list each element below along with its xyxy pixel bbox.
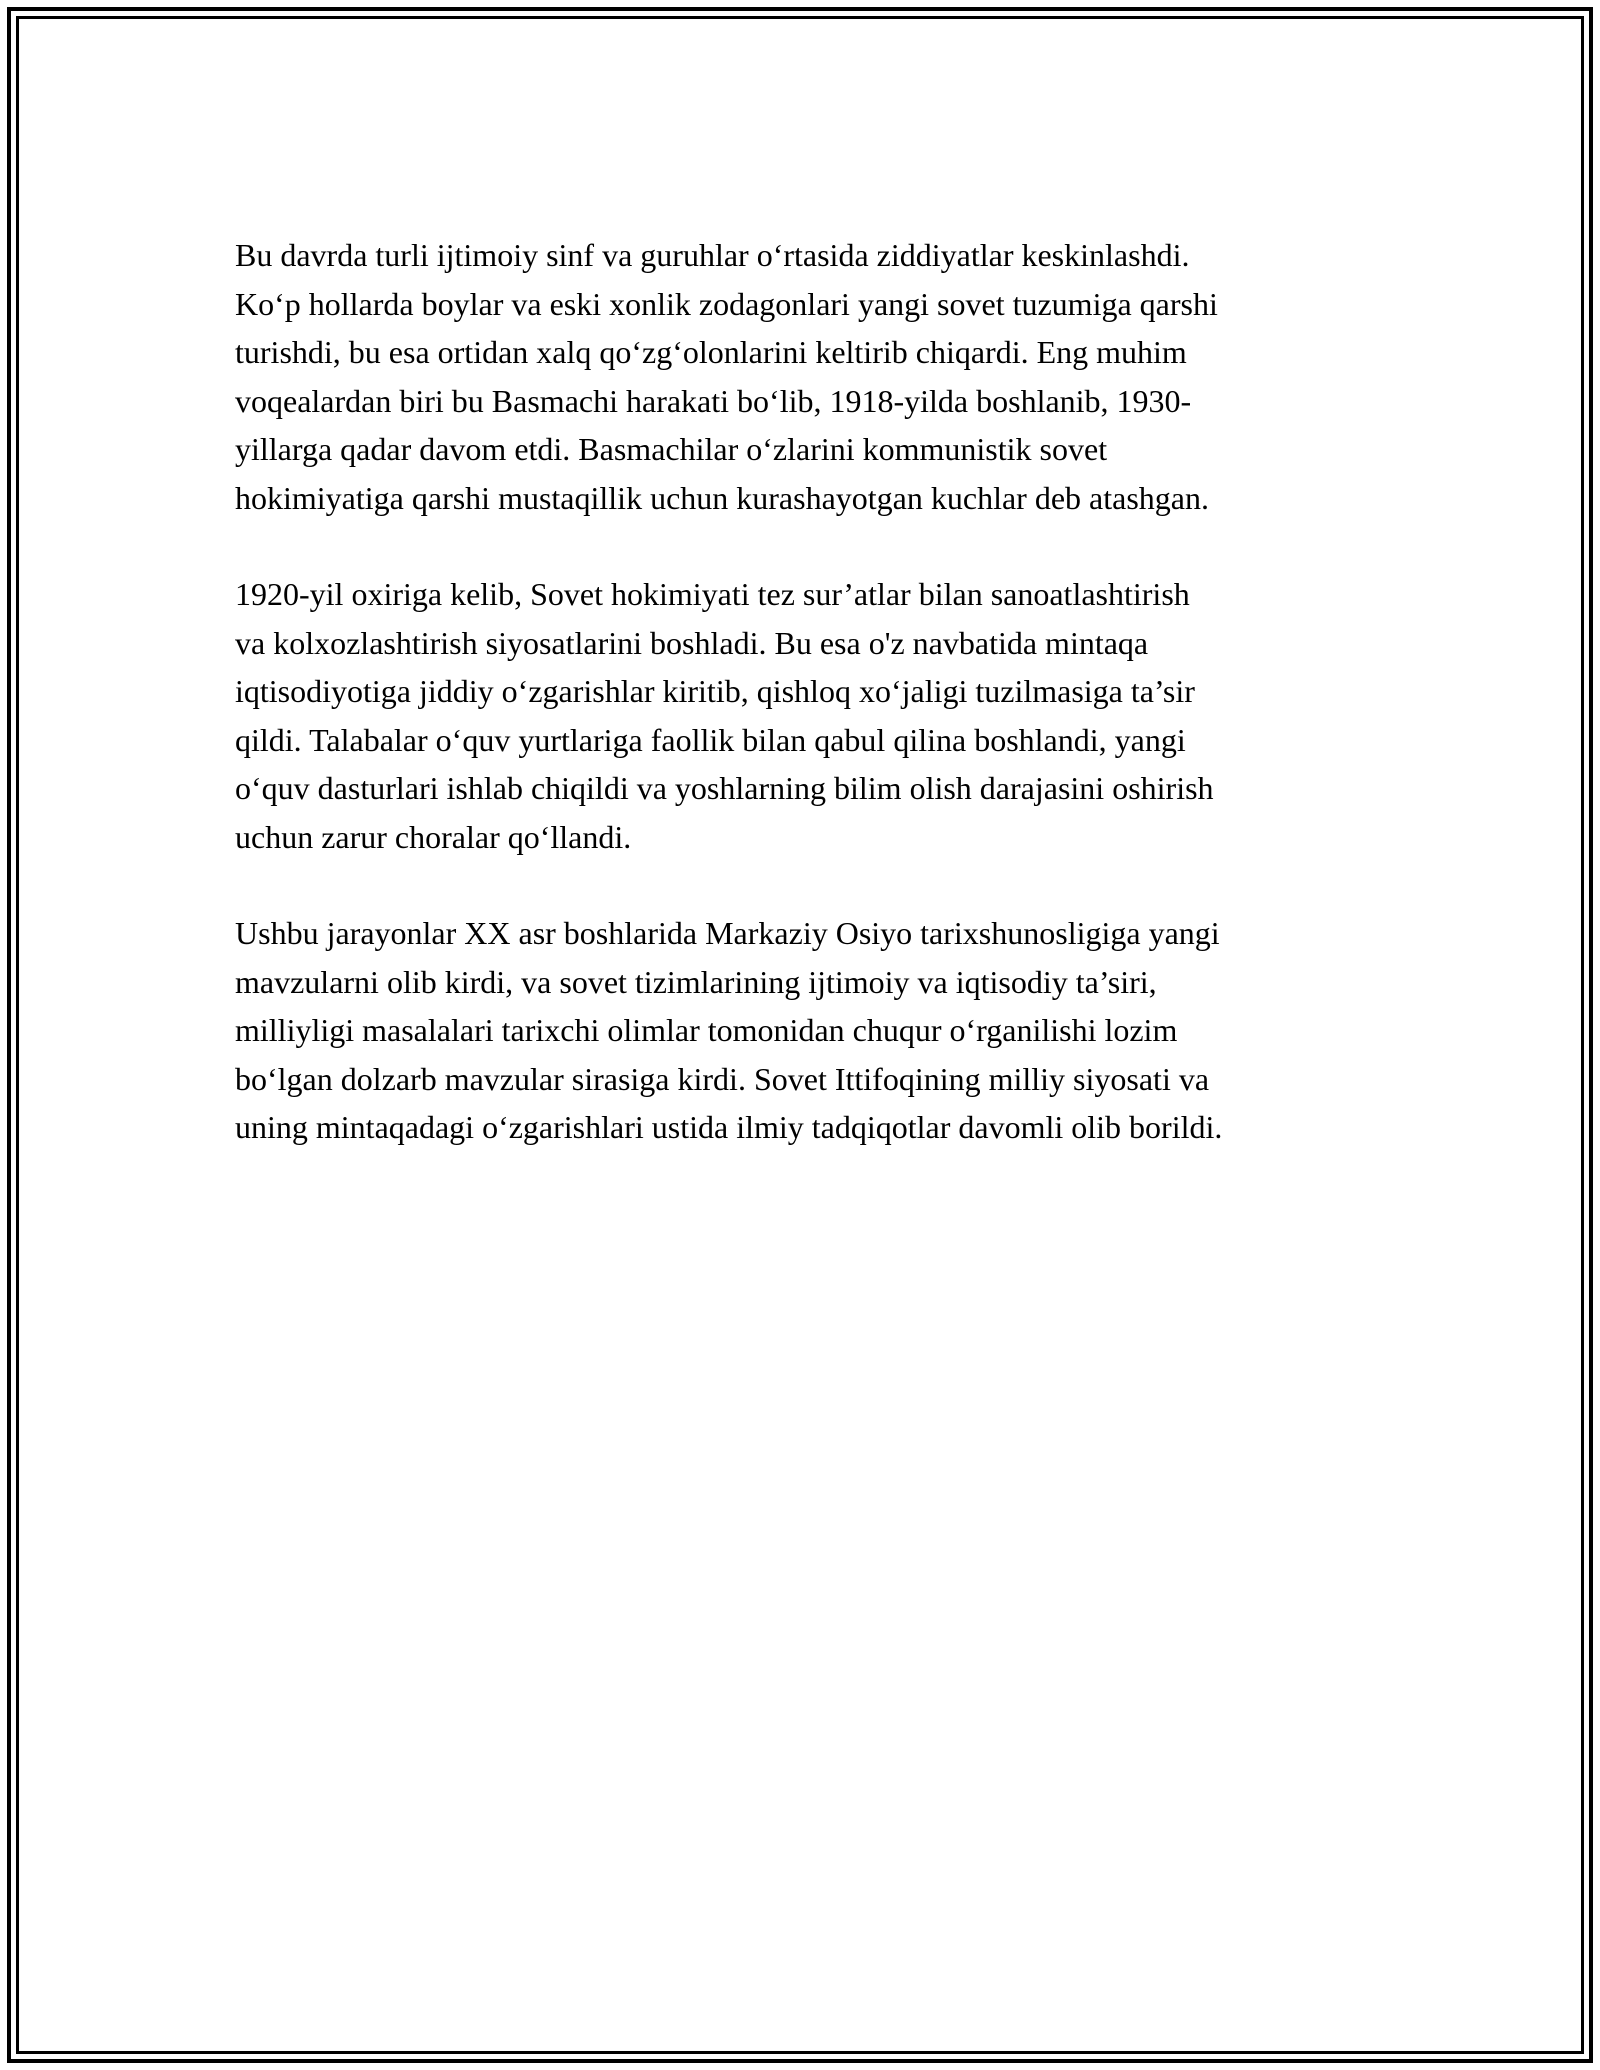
paragraph-industrialization: 1920-yil oxiriga kelib, Sovet hokimiyati tez sur’atlar bilan sanoatlashtirish va kolxozlashtirish siyosatlarini boshladi. Bu esa o'z navbatida mintaqa iqtisodiyotiga jiddiy o‘zgarishlar kiritib, qishloq xo‘jaligi tuzilmasiga ta’sir qildi. Talabalar o‘quv yurtlariga faollik bilan qabul qilina boshlandi, yangi o‘quv dasturlari ishlab chiqildi va yoshlarning bilim olish darajasini oshirish uchun zarur choralar qo‘llandi. [235, 576, 1214, 855]
paragraph-basmachi-movement: Bu davrda turli ijtimoiy sinf va guruhlar o‘rtasida ziddiyatlar keskinlashdi. Ko‘p hollarda boylar va eski xonlik zodagonlari yangi sovet tuzumiga qarshi turishdi, bu esa ortidan xalq qo‘zg‘olonlarini keltirib chiqardi. Eng muhim voqealardan biri bu Basmachi harakati bo‘lib, 1918-yilda boshlanib, 1930- yillarga qadar davom etdi. Basmachilar o‘zlarini kommunistik sovet hokimiyatiga qarshi mustaqillik uchun kurashayotgan kuchlar deb atashgan. [235, 237, 1218, 516]
paragraph-historiography: Ushbu jarayonlar XX asr boshlarida Markaziy Osiyo tarixshunosligiga yangi mavzularni olib kirdi, va sovet tizimlarining ijtimoiy va iqtisodiy ta’siri, milliyligi masalalari tarixchi olimlar tomonidan chuqur o‘rganilishi lozim bo‘lgan dolzarb mavzular sirasiga kirdi. Sovet Ittifoqining milliy siyosati va uning mintaqadagi o‘zgarishlari ustida ilmiy tadqiqotlar davomli olib borildi. [235, 915, 1223, 1145]
document-body [235, 231, 1395, 1200]
